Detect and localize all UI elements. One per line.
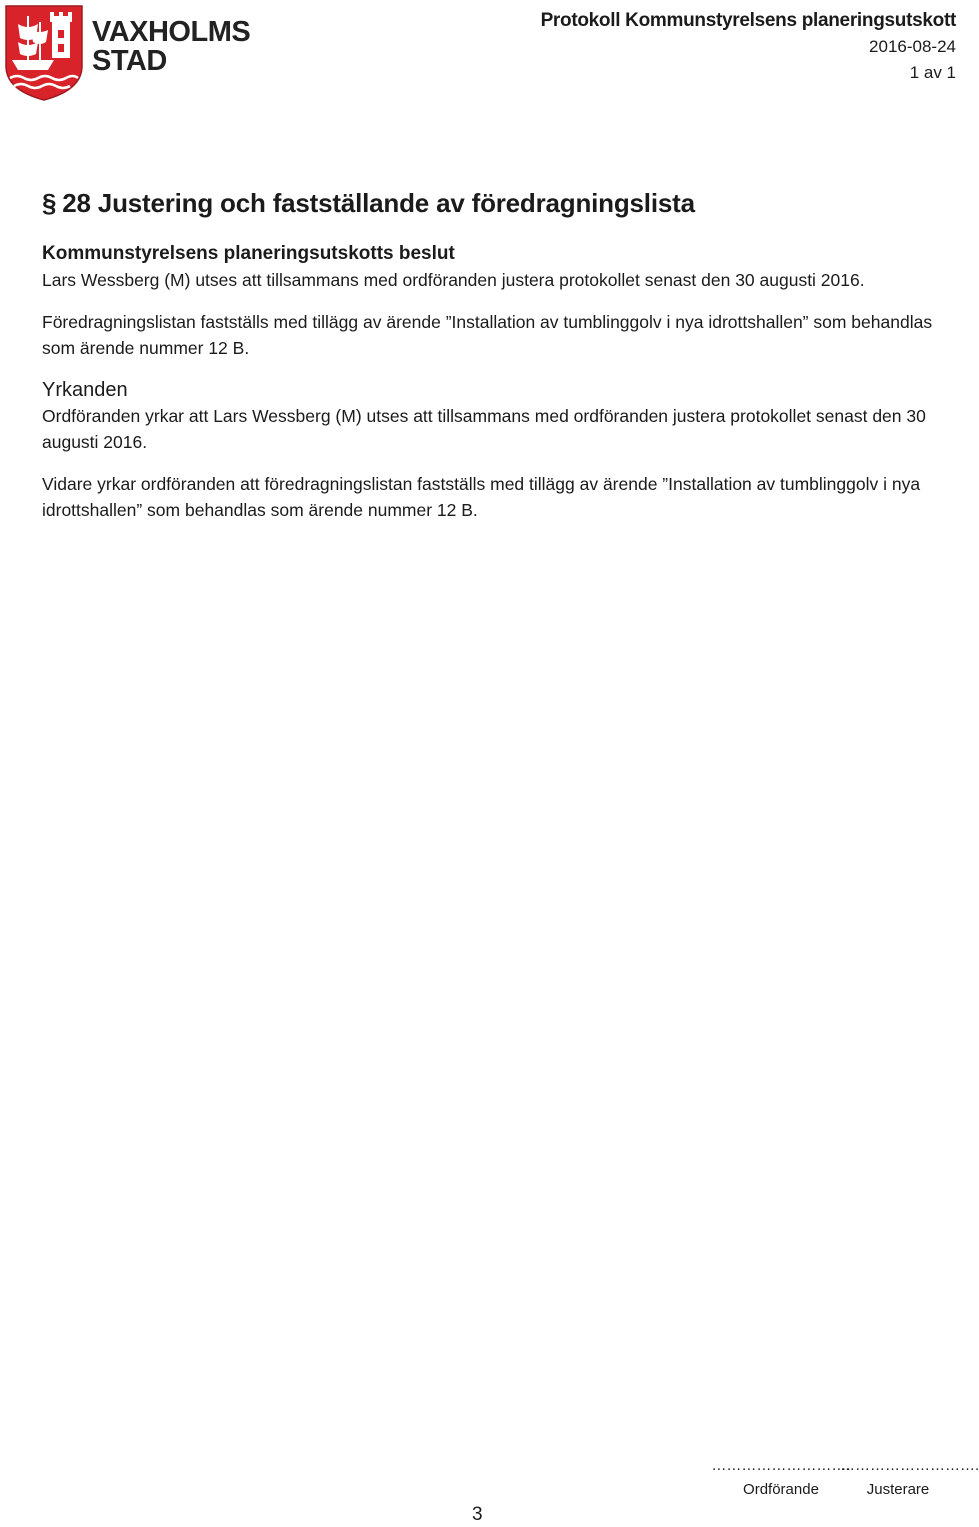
logo-line-1: VAXHOLMS <box>92 16 251 48</box>
motions-paragraph: Ordföranden yrkar att Lars Wessberg (M) utses att tillsammans med ordföranden justera protokollet senast den 30 augusti 2016. <box>42 406 926 452</box>
document-date: 2016-08-24 <box>869 37 956 56</box>
signature-chair <box>708 1456 854 1502</box>
signature-adjuster <box>840 1456 979 1502</box>
vaxholm-logo <box>4 4 254 104</box>
document-title: Protokoll Kommunstyrelsens planeringsutskott <box>540 10 956 31</box>
document-page-count: 1 av 1 <box>909 63 956 82</box>
section-title-text: 28 Justering och fastställande av föredragningslista <box>62 188 695 218</box>
motions-paragraph: Vidare yrkar ordföranden att föredragningslistan fastställs med tillägg av ärende ”Installation av tumblinggolv i nya idrottshallen” som behandlas som ärende nummer 12 B. <box>42 474 921 520</box>
decision-heading: Kommunstyrelsens planeringsutskotts beslut <box>42 243 455 264</box>
vaxholm-crest-icon <box>4 4 84 102</box>
paragraph-sign: § <box>42 188 57 218</box>
signature-line: ………………………. <box>840 1457 979 1474</box>
logo-wordmark <box>92 18 250 76</box>
decision-paragraph: Lars Wessberg (M) utses att tillsammans med ordföranden justera protokollet senast den 30 augusti 2016. <box>42 270 865 290</box>
signature-label: Justerare <box>866 1481 930 1498</box>
signature-label: Ordförande <box>743 1481 819 1498</box>
signature-line: ………………………. <box>711 1457 851 1474</box>
section-title <box>42 183 942 223</box>
logo-line-2: STAD <box>92 45 167 77</box>
protocol-content <box>42 183 942 539</box>
document-header <box>541 8 956 86</box>
motions-heading: Yrkanden <box>42 379 128 401</box>
decision-paragraph: Föredragningslistan fastställs med tillägg av ärende ”Installation av tumblinggolv i nya idrottshallen” som behandlas som ärende nummer 12 B. <box>42 312 933 358</box>
footer-page-number: 3 <box>472 1504 483 1525</box>
